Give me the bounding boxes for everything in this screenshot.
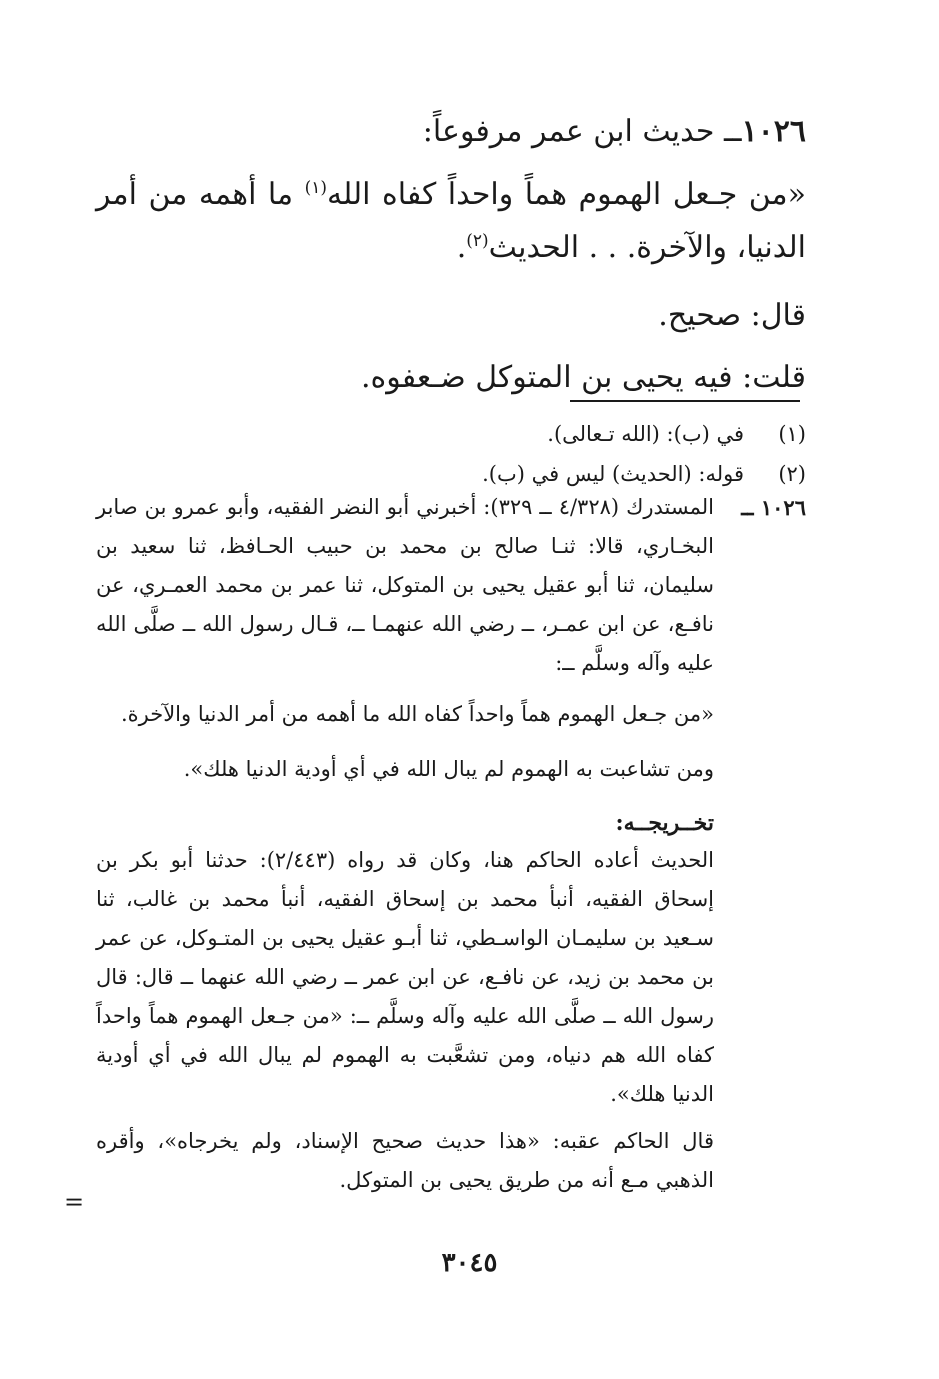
matn-line-1: «من جـعل الهموم هماً واحداً كفاه الله ما أهمه من أمر الدنيا والآخرة. xyxy=(120,702,714,726)
footnote-marker-2: (٢) xyxy=(466,231,489,251)
footnote-divider xyxy=(570,400,800,402)
takhrij-paragraph-1: الحديث أعاده الحاكم هنا، وكان قد رواه (٢/٤٤٣): حدثنا أبو بكر بن إسحاق الفقيه، أنبأ محمد بن إسحاق الفقيه، أنبأ محمد بن غالب، ثنا سـعيد بن سليمـان الواسـطي، ثنا أبـو عقيل يحيى بن المتـوكل، عن عمر بن محمد بن زيد، عن نافـع، عن ابن عمر ــ رضي الله عنهما ــ قال: قال رسول الله ــ صلَّى الله عليه وآله وسلَّم ــ: «من جـعل الهموم هماً واحداً كفاه الله هم دنياه، ومن تشعَّبت به الهموم لم يبال الله في أي أودية الدنيا هلك». xyxy=(96,848,715,1106)
hadith-text xyxy=(96,168,806,274)
takhrij-paragraph-2: قال الحاكم عقبه: «هذا حديث صحيح الإسناد، ولم يخرجاه»، وأقره الذهبي مـع أنه من طريق يحيى بن المتوكل. xyxy=(96,1129,714,1192)
commentary-matn xyxy=(96,695,806,789)
footnote xyxy=(96,414,806,454)
commentary xyxy=(96,488,806,1208)
takhrij-section xyxy=(96,805,806,1200)
commentary-number: ١٠٢٦ ــ xyxy=(741,495,806,520)
footnote-number: (٢) xyxy=(778,462,806,486)
hakim-verdict: قال: صحيح. xyxy=(658,298,806,333)
hadith-text-part1: «من جـعل الهموم هماً واحداً كفاه الله xyxy=(327,177,806,212)
hadith-text-part2: ما أهمه من أمر الدنيا، والآخرة. . . الحديث xyxy=(96,177,806,265)
page-number: ٣٠٤٥ xyxy=(441,1248,498,1278)
commentary-intro: المستدرك (٤/٣٢٨ ــ ٣٢٩): أخبرني أبو النضر الفقيه، وأبو عمرو بن صابر البخـاري، قالا: ثنـا صالح بن محمد بن حبيب الحـافظ، ثنا سعيد بن سليمان، ثنا أبو عقيل يحيى بن المتوكل، ثنا عمر بن محمد العمـري، عن نافـع، عن ابن عمـر، ــ رضي الله عنهمـا ــ، قـال رسول الله ــ صلَّى الله عليه وآله وسلَّم ــ: xyxy=(96,495,714,675)
author-comment: قلت: فيه يحيى بن المتوكل ضـعفوه. xyxy=(361,360,806,395)
footnote-text: في (ب): (الله تـعالى). xyxy=(547,422,744,446)
matn-line-2: ومن تشاعبت به الهموم لم يبال الله في أي أودية الدنيا هلك». xyxy=(183,757,714,781)
hadith-heading-text: ــ حديث ابن عمر مرفوعاً: xyxy=(422,114,742,149)
continuation-mark: = xyxy=(64,1188,85,1216)
commentary-intro-row xyxy=(96,488,806,683)
takhrij-title: تخــريجــه: xyxy=(615,810,714,836)
footnote-marker-1: (١) xyxy=(304,178,328,198)
footnote-text: قوله: (الحديث) ليس في (ب). xyxy=(482,462,744,486)
hadith-number: ١٠٢٦ xyxy=(741,114,806,149)
hadith-heading xyxy=(96,108,806,156)
main-text xyxy=(96,108,806,412)
hadith-text-end: . xyxy=(456,230,467,265)
footnotes xyxy=(96,414,806,494)
footnote-number: (١) xyxy=(778,422,806,446)
